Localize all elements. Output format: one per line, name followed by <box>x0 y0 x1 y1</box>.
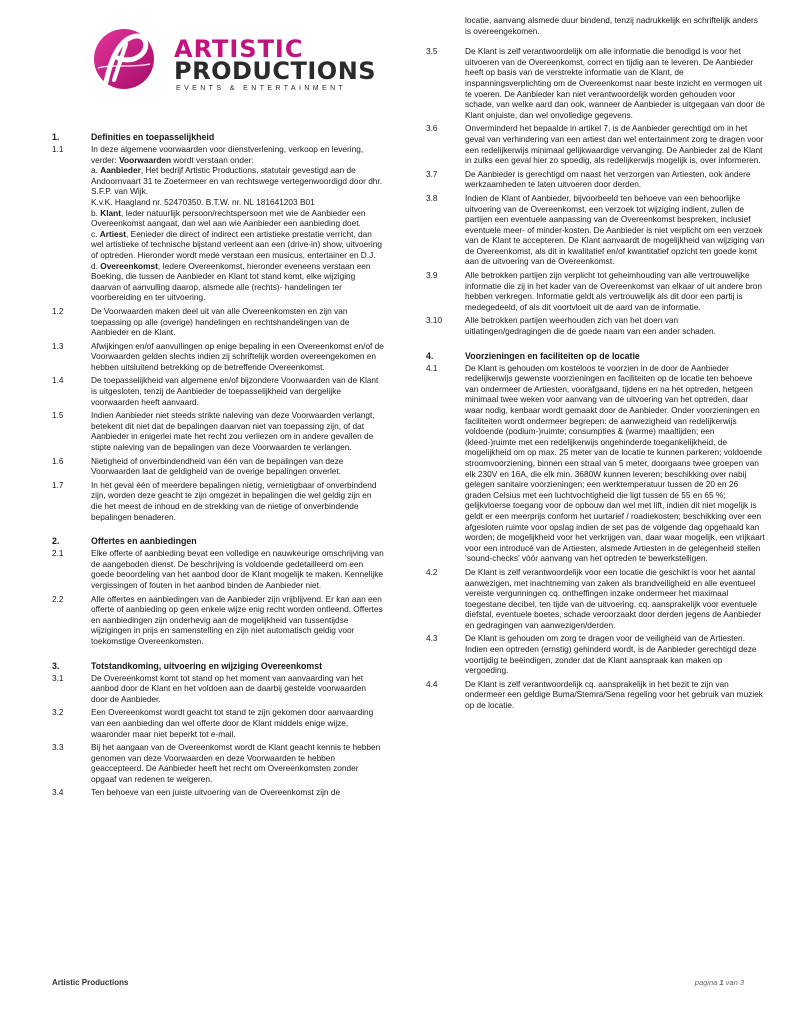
article-3-4-continued: locatie, aanvang alsmede duur bindend, tenzij nadrukkelijk en schriftelijk anders is overeengekomen. <box>465 15 758 36</box>
section-1 <box>52 132 384 522</box>
article-1-6: 1.6 Nietigheid of onverbindendheid van één van de bepalingen van deze Voorwaarden laat de geldigheid van de overige bepalingen onverlet. <box>52 455 344 477</box>
right-column <box>426 15 766 725</box>
section-2 <box>52 536 384 646</box>
article-1-3: 1.3 Afwijkingen en/of aanvullingen op enige bepaling in een Overeenkomst en/of de Voorwaarden gelden slechts indien zij schriftelijk worden overeengekomen en hebben uitsluitend betrekking op de betreffende Overeenkomst. <box>52 340 384 372</box>
article-3-4: 3.4 Ten behoeve van een juiste uitvoering van de Overeenkomst zijn de <box>52 787 341 798</box>
article-3-3: 3.3 Bij het aangaan van de Overeenkomst wordt de Klant geacht kennis te hebben genomen van deze Voorwaarden en deze Voorwaarden te hebben geaccepteerd. De Aanbieder heeft het recht om Overeenkomsten zonder opgaaf van redenen te weigeren. <box>52 742 381 784</box>
article-4-3: 4.3 De Klant is gehouden om zorg te dragen voor de veiligheid van de Artiesten. Indien een optreden (ernstig) gehinderd wordt, is de Aanbieder gerechtigd deze voortijdig te beëindigen, zonder dat de Klant aanspraak kan maken op vergoeding. <box>426 633 757 676</box>
article-4-1: 4.1 De Klant is gehouden om kosteloos te voorzien in de door de Aanbieder redelijkerwijs gewenste voorzieningen en faciliteiten op de locatie ten behoeve van ondermeer de Artiesten, voorafgaand, tijdens en na het optreden, hetgeen minimaal twee weken voor aanvang van de uitvoering van het optreden, daar waar nodig, kenbaar wordt gemaakt door de Aanbieder. Onder voorzieningen en faciliteiten wordt ondermeer begrepen: de aanwezigheid van redelijkerwijs voldoende (podium-)ruimte; consumpties & (warme) maaltijden; een (kleed-)ruimte met een redelijkerwijs ongehinderde toegankelijkheid, de mogelijkheid om op max. 25 meter van de locatie te kunnen parkeren; voldoende stroomvoorziening, binnen een straal van 5 meter, doorgaans twee groepen van elk 230V en 16A, die elk min. 3680W kunnen leveren; beschikking over nabij gelegen sanitaire voorzieningen; een werktemperatuur tussen de 20 en 26 graden Celsius met een luchtvochtigheid die ligt tussen de 55 en 65 %; gelijkvloerse toegang voor de opbouw dan wel met lift, indien dit niet mogelijk is geldt er een meerprijs conform het uurtarief / roadiekosten; beschikking over een afgesloten ruimte voor opslag indien de set pas de volgende dag opgehaald kan worden; de mogelijkheid voor het verkrijgen van, daar waar mogelijk, een vrijkaart voor een introducé van de Artiesten, alsmede Artiesten in de gelegenheid stellen ‘sound-checks’ vóór aanvang van het optreden te bewerkstelligen. <box>426 362 765 564</box>
left-column <box>52 132 384 812</box>
article-1-7: 1.7 In het geval één of meerdere bepalingen nietig, vernietigbaar of onverbindend zijn, worden deze geacht te zijn omgezet in bepalingen die wel geldig zijn en die het meest de inhoud en de strekking van de nietige of onverbindende bepalingen benaderen. <box>52 479 377 522</box>
article-3-2: 3.2 Een Overeenkomst wordt geacht tot stand te zijn gekomen door aanvaarding van een aanbieding dan wel offerte door de Klant middels enige wijze, waaronder maar niet beperkt tot e-mail. <box>52 707 374 739</box>
section-heading: 3. Totstandkoming, uitvoering en wijziging Overeenkomst <box>52 660 323 671</box>
article-4-2: 4.2 De Klant is zelf verantwoordelijk voor een locatie die geschikt is voor het aantal aanwezigen, met inachtneming van zaken als brandveiligheid en alle eventueel vereiste vergunningen cq. ontheffingen inzake ondermeer het maximaal toegestane decibel, ten tijde van de uitvoering. cq. aansprakelijk voor eventuele diefstal, eventuele boetes, schade veroorzaakt door derden jegens de Aanbieder en gedragingen van aanwezigen/derden. <box>426 566 762 630</box>
logo-title-line2: PRODUCTIONS <box>174 57 377 85</box>
section-3 <box>52 661 384 799</box>
article-3-9: 3.9 Alle betrokken partijen zijn verplicht tot geheimhouding van alle vertrouwelijke informatie die zij in het kader van de Overeenkomst van elkaar of uit andere bron hebben verkregen. Informatie geldt als vertrouwelijk als dit door een partij is medegedeeld, of als dit voortvloeit uit de aard van de informatie. <box>426 270 763 312</box>
footer-company: Artistic Productions <box>52 978 129 987</box>
article-1-1: 1.1 In deze algemene voorwaarden voor dienstverlening, verkoop en levering, verder: Voorwaarden wordt verstaan onder: a. Aanbieder, Het bedrijf Artistic Productions, statutair gevestigd aan de Andoornvaart 31 te Zoetermeer en van rechtswege vertegenwoordigd door dhr. S.F.P. van Wijk. K.v.K. Haagland nr. 52470350. B.T.W. nr. NL 181641203 B01 b. Klant, Ieder natuurlijk persoon/rechtspersoon met wie de Aanbieder een Overeenkomst aangaat, dan wel aan wie Aanbieder een aanbieding doet. c. Artiest, Eenieder die direct of indirect een artistieke prestatie verricht, dan wel artistieke of technische bijstand verleent aan een (drive-in) show, uitvoering of optreden. Hieronder wordt mede verstaan een musicus, entertainer en D.J. d. Overeenkomst, Iedere Overeenkomst, hieronder eveneens verstaan een Boeking, die tussen de Aanbieder en Klant tot stand komt, elke wijziging daarvan of aanvulling daarop, alsmede alle (rechts)- handelingen ter voorbereiding en ter uitvoering. <box>52 144 383 303</box>
article-3-5: 3.5 De Klant is zelf verantwoordelijk om alle informatie die benodigd is voor het uitvoeren van de Overeenkomst, correct en tijdig aan te leveren. De Aanbieder heeft op basis van de verstrekte informatie van de Klant, de inspanningsverplichting om de Overeenkomst naar beste inzicht en vermogen uit te voeren. De Aanbieder kan niet verantwoordelijk worden gehouden voor schade, van welke aard dan ook, wanneer de Aanbieder is uitgegaan van door de Klant onjuiste, dan wel onvolledige gegevens. <box>426 46 765 120</box>
article-2-1: 2.1 Elke offerte of aanbieding bevat een volledige en nauwkeurige omschrijving van de aangeboden dienst. De beschrijving is voldoende gedetailleerd om een goede beoordeling van het aanbod door de Klant mogelijk te maken. Kennelijke vergissingen of fouten in het aanbod binden de Aanbieder niet. <box>52 548 384 590</box>
article-3-10: 3.10 Alle betrokken partijen weerhouden zich van het doen van uitlatingen/gedragingen die de goede naam van een ander schaden. <box>426 315 716 337</box>
section-heading: 1. Definities en toepasselijkheid <box>52 132 215 142</box>
logo-title-line1: ARTISTIC <box>174 35 304 63</box>
article-2-2: 2.2 Alle offertes en aanbiedingen van de Aanbieder zijn vrijblijvend. Er kan aan een offerte of aanbieding op geen enkele wijze enig recht worden ontleend. Offertes en aanbiedingen zijn onderhevig aan de mogelijkheid van tussentijdse wijzigingen in prijs en samenstelling en zijn niet automatisch geldig voor toekomstige Overeenkomsten. <box>52 593 383 646</box>
article-1-2: 1.2 De Voorwaarden maken deel uit van alle Overeenkomsten en zijn van toepassing op alle (overige) handelingen en rechtshandelingen van de Aanbieder en de Klant. <box>52 305 350 338</box>
logo-tagline: EVENTS & ENTERTAINMENT <box>176 85 347 92</box>
section-4 <box>426 351 766 711</box>
article-3-8: 3.8 Indien de Klant of Aanbieder, bijvoorbeeld ten behoeve van een behoorlijke uitvoering van de Overeenkomst, een verzoek tot wijziging indient, zullen de partijen een eventuele aanpassing van de Overeenkomst bespreken, inclusief eventuele meer- of minder-kosten. De Aanbieder is niet verplicht om een verzoek van de Klant te accepteren. De Klant aanvaardt de mogelijkheid van wijziging van de Overeenkomst, als dit in kwalitatief en/of kwantitatief opzicht ten goede komt aan de uitvoering van de Overeenkomst. <box>426 192 765 267</box>
section-heading: 2. Offertes en aanbiedingen <box>52 536 197 547</box>
footer-page-number: pagina 1 van 3 <box>694 978 744 987</box>
logo-mark-icon <box>92 24 156 94</box>
article-3-1: 3.1 De Overeenkomst komt tot stand op het moment van aanvaarding van het aanbod door de Klant en het voldoen aan de daarbij gestelde voorwaarden door de Aanbieder. <box>52 672 366 704</box>
article-1-4: 1.4 De toepasselijkheid van algemene en/of bijzondere Voorwaarden van de Klant is uitgesloten, tenzij de Aanbieder de toepasselijkheid van dergelijke voorwaarden heeft aanvaard. <box>52 375 379 407</box>
article-4-4: 4.4 De Klant is zelf verantwoordelijk cq. aansprakelijk in het bezit te zijn van ondermeer een geldige Buma/Stemra/Sena regeling voor het gebruik van muziek op de locatie. <box>426 678 763 711</box>
article-1-5: 1.5 Indien Aanbieder niet steeds strikte naleving van deze Voorwaarden verlangt, betekent dit niet dat de bepalingen daarvan niet van toepassing zijn, of dat Aanbieder in enigerlei mate het recht zou verliezen om in andere gevallen de stipte naleving van de bepalingen van deze Voorwaarden te verlangen. <box>52 410 375 453</box>
section-heading: 4. Voorzieningen en faciliteiten op de locatie <box>426 350 640 361</box>
company-logo <box>92 24 382 96</box>
article-3-7: 3.7 De Aanbieder is gerechtigd om naast het verzorgen van Artiesten, ook andere werkzaamheden te laten uitvoeren door derden. <box>426 168 751 190</box>
article-3-6: 3.6 Onverminderd het bepaalde in artikel 7, is de Aanbieder gerechtigd om in het geval van verhindering van een artiest dan wel entertainment zorg te dragen voor een redelijkerwijs minimaal gelijkwaardige vervanging. De Aanbieder zal de Klant in zulks een geval hier zo spoedig, als redelijkerwijs mogelijk is, over informeren. <box>426 123 764 166</box>
